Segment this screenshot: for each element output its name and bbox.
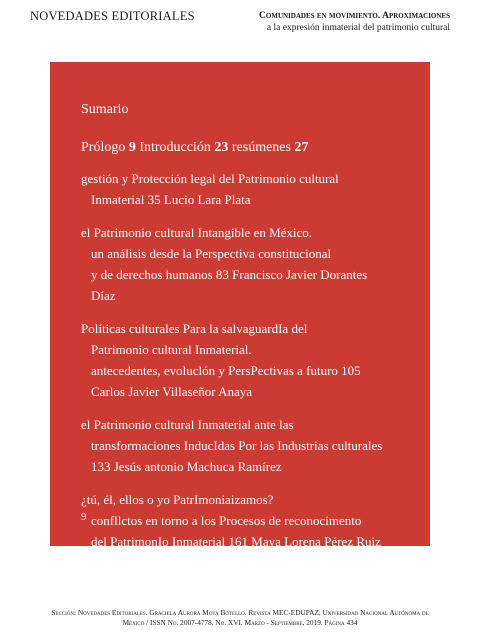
entry-line: ¿tú, él, ellos o yo PatrImoniaizamos? <box>81 492 274 507</box>
introduccion-page: 23 <box>214 140 229 155</box>
prologo-page: 9 <box>128 140 136 155</box>
entry-line: transformaciones InducIdas Por las Industrias culturales <box>91 438 383 453</box>
prologo-label: Prólogo <box>81 140 126 155</box>
header-book-title-line1: Comunidades en movimiento. Aproximaciones <box>259 11 450 21</box>
entry-line: Políticas culturales Para la salvaguardIa del <box>81 321 308 336</box>
resumenes-label: resúmenes <box>231 140 291 155</box>
contents-entries <box>81 168 426 564</box>
entry-line: 133 Jesús antonio Machuca Ramírez <box>91 459 282 474</box>
contents-panel <box>50 62 430 549</box>
header-section-title: NOVEDADES EDITORIALES <box>30 9 195 23</box>
contents-entry <box>81 414 426 477</box>
entry-line: Inmaterial 35 Lucio Lara Plata <box>91 192 251 207</box>
introduccion-label: Introducción <box>139 140 211 155</box>
contents-heading: Sumario <box>81 102 129 117</box>
contents-entry <box>81 318 426 402</box>
footer-line2: México / ISSN No. 2007-4778. No. XVI. Marzo - Septiembre, 2019. Página 434 <box>122 618 358 627</box>
entry-line: y de derechos humanos 83 Francisco Javier Dorantes <box>91 267 368 282</box>
footer-line1: Sección: Novedades Editoriales. Graciela Aurora Mota Botello. Revista MEC-EDUPAZ, Universidad Nacional Autónoma de <box>51 608 429 617</box>
footer-citation <box>0 608 480 628</box>
entry-line: el Patrimonio cultural Intangible en México. <box>81 225 313 240</box>
header-book-title-line2: a la expresión inmaterial del patrimonio cultural <box>266 23 450 33</box>
entry-line: del PatrimonIo Inmaterial 161 Maya Lorena Pérez Ruiz <box>91 534 381 549</box>
entry-line: antecedentes, evoluclón y PersPectivas a futuro 105 <box>91 363 361 378</box>
entry-line: confllctos en torno a los Procesos de reconocimento <box>91 513 362 528</box>
entry-line: gestión y Protección legal del Patrimonio cultural <box>81 171 339 186</box>
entry-line: un análisis desde la Perspectiva constitucional <box>91 246 332 261</box>
entry-line: el Patrimonio cultural Inmaterial ante las <box>81 417 294 432</box>
front-matter-line <box>81 140 308 156</box>
entry-line: Carlos Javier Villaseñor Anaya <box>91 384 253 399</box>
entry-line: Patrimonio cultural Inmaterial. <box>91 342 252 357</box>
header-book-title <box>259 10 450 34</box>
contents-entry <box>81 168 426 210</box>
contents-entry <box>81 489 426 552</box>
page-number: 9 <box>81 511 87 523</box>
contents-entry <box>81 222 426 306</box>
entry-line: Díaz <box>91 288 116 303</box>
resumenes-page: 27 <box>294 140 309 155</box>
